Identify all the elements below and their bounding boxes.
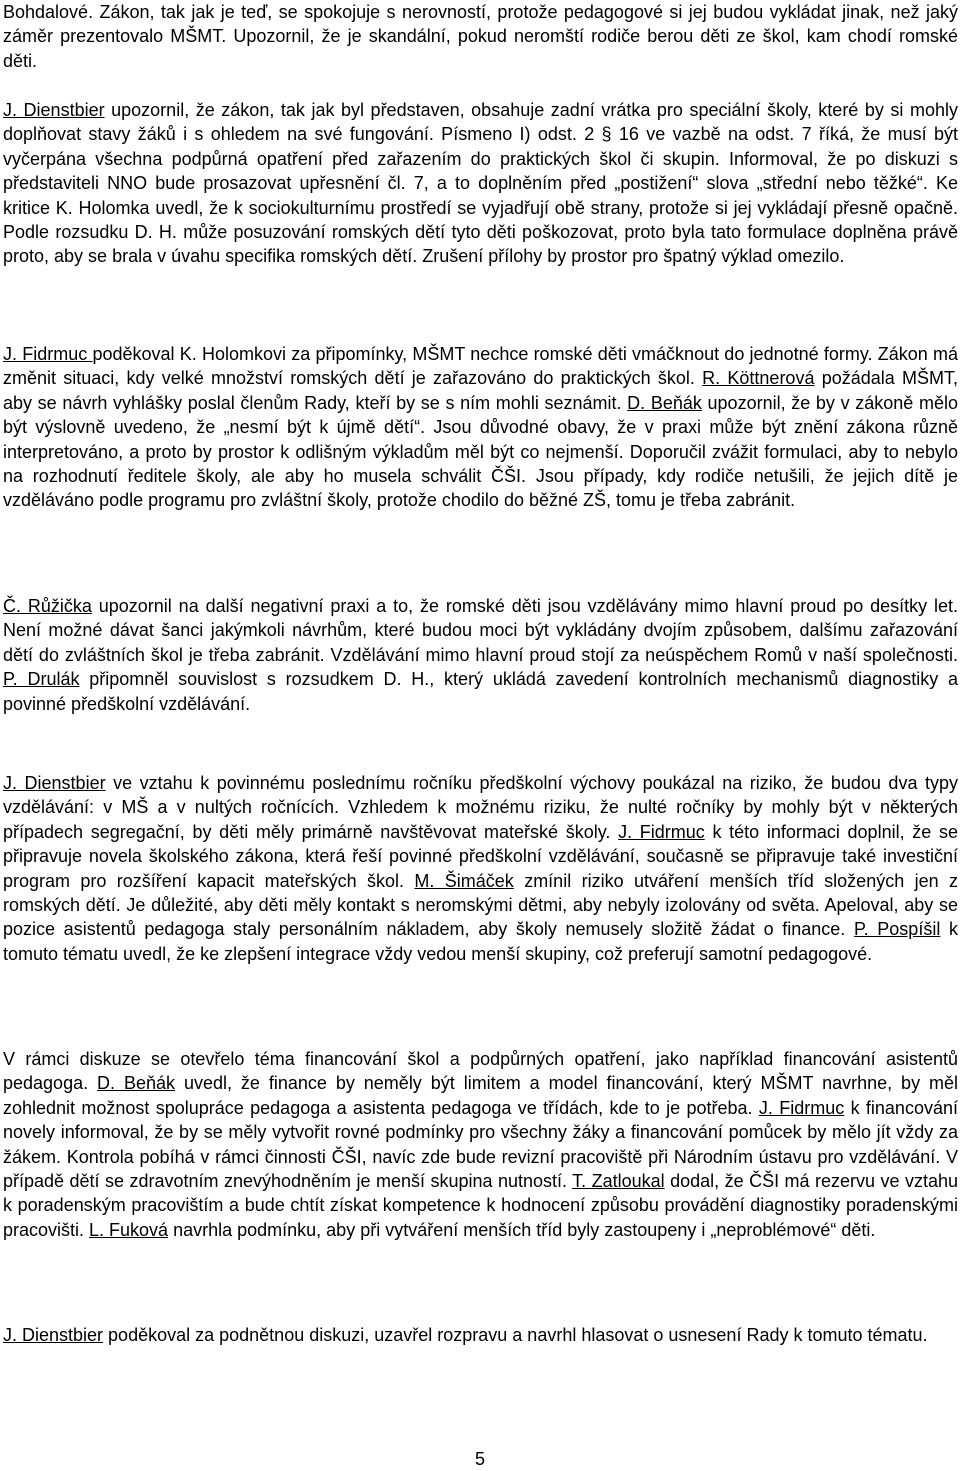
paragraph-text: poděkoval za podnětnou diskuzi, uzavřel rozpravu a navrhl hlasovat o usnesení Rady k tomuto tématu. bbox=[103, 1325, 928, 1345]
paragraph-6 bbox=[3, 1047, 958, 1242]
paragraph-4 bbox=[3, 594, 958, 716]
speaker-name: J. Dienstbier bbox=[3, 773, 106, 793]
speaker-name: L. Fuková bbox=[89, 1219, 169, 1240]
speaker-name: T. Zatloukal bbox=[572, 1171, 665, 1192]
paragraph-text: připomněl souvislost s rozsudkem D. H., který ukládá zavedení kontrolních mechanismů diagnostiky a povinné předškolní vzdělávání. bbox=[3, 669, 958, 714]
speaker-name: R. Köttnerová bbox=[702, 368, 815, 389]
paragraph-text: upozornil, že zákon, tak jak byl představen, obsahuje zadní vrátka pro speciální školy, které by si mohly doplňovat stavy žáků i s ohledem na své fungování. Písmeno I) odst. 2 § 16 ve vazbě na odst. 7 říká, že musí být vyčerpána všechna podpůrná opatření před zařazením do praktických škol či skupin. Informoval, že po diskuzi s představiteli NNO bude prosazovat upřesnění čl. 7, a to doplněním před „postižení“ slova „střední nebo těžké“. Ke kritice K. Holomka uvedl, že k sociokulturnímu prostředí se vyjadřují obě strany, protože si jej vykládají přesně opačně. Podle rozsudku D. H. může posuzování romských dětí tyto děti poškozovat, proto byla tato formulace doplněna právě proto, aby se brala v úvahu specifika romských dětí. Zrušení přílohy by prostor pro špatný výklad omezilo. bbox=[3, 100, 958, 267]
speaker-name: Č. Růžička bbox=[3, 596, 92, 616]
paragraph-text: zmínil riziko utváření menších tříd složených jen z romských dětí. Je důležité, aby děti měly kontakt s neromskými dětmi, aby nebyly izolovány od světa. Apeloval, aby se pozice asistentů pedagoga staly personálním nákladem, aby školy nemusely složitě žádat o finance. bbox=[3, 870, 958, 940]
paragraph-5 bbox=[3, 771, 958, 966]
paragraph-text: navrhla podmínku, aby při vytváření menších tříd byly zastoupeny i „neproblémové“ děti. bbox=[168, 1219, 876, 1240]
speaker-name: D. Beňák bbox=[627, 392, 702, 413]
paragraph-1 bbox=[3, 0, 958, 73]
paragraph-text: k této informaci doplnil, že se připravuje novela školského zákona, která řeší povinné předškolní vzdělávání, současně se připravuje také investiční program pro rozšíření kapacit mateřských škol. bbox=[3, 821, 958, 891]
speaker-name: J. Dienstbier bbox=[3, 100, 105, 120]
paragraph-text: uvedl, že finance by neměly být limitem a model financování, který MŠMT navrhne, by měl zohlednit možnost spolupráce pedagoga a asistenta pedagoga ve třídách, kde to je potřeba. bbox=[3, 1073, 959, 1118]
paragraph-text: poděkoval K. Holomkovi za připomínky, MŠMT nechce romské děti vmáčknout do jednotné formy. Zákon má změnit situaci, kdy velké množství romských dětí je zařazováno do praktických škol. bbox=[3, 344, 959, 389]
speaker-name: J. Fidrmuc bbox=[618, 821, 705, 842]
paragraph-3 bbox=[3, 342, 958, 513]
paragraph-text: V rámci diskuze se otevřelo téma financování škol a podpůrných opatření, jako například financování asistentů pedagoga. bbox=[3, 1049, 958, 1094]
paragraph-text: upozornil na další negativní praxi a to, že romské děti jsou vzdělávány mimo hlavní proud po desítky let. Není možné dávat šanci jakýmkoli návrhům, které budou moci být vykládány dvojím způsobem, dalšímu zařazování dětí do zvláštních škol je třeba zabránit. Vzdělávání mimo hlavní proud stojí za neúspěchem Romů v naší společnosti. bbox=[3, 596, 958, 665]
speaker-name: M. Šimáček bbox=[414, 870, 514, 891]
page-number: 5 bbox=[474, 1449, 485, 1469]
speaker-name: J. Fidrmuc bbox=[758, 1097, 845, 1118]
paragraph-text: upozornil, že by v zákoně mělo být výslovně uvedeno, že „nesmí být k újmě dětí“. Jsou důvodné obavy, že v praxi může být znění zákona různě interpretováno, a proto by prostor k odlišným výkladům měl být co nejmenší. Doporučil zvážit formulaci, aby to nebylo na rozhodnutí ředitele školy, ale aby ho musela schválit ČŠI. Jsou případy, kdy rodiče netušili, že jejich dítě je vzděláváno podle programu pro zvláštní školy, protože chodilo do běžné ZŠ, tomu je třeba zabránit. bbox=[3, 392, 958, 511]
speaker-name: D. Beňák bbox=[97, 1073, 176, 1094]
paragraph-7 bbox=[3, 1323, 958, 1347]
paragraph-text: k financování novely informoval, že by se měly vytvořit rovné podmínky pro všechny žáky a financování pomůcek by mělo jít vždy za žákem. Kontrola pobíhá v rámci činnosti ČŠI, navíc zde bude revizní pracoviště při Národním ústavu pro vzdělávání. V případě dětí se zdravotním znevýhodněním je menší skupina nutností. bbox=[3, 1097, 958, 1192]
paragraph-text: ve vztahu k povinnému poslednímu ročníku předškolní výchovy poukázal na riziko, že budou dva typy vzdělávání: v MŠ a v nultých ročnících. Vzhledem k možnému riziku, že nulté ročníky by mohly být v některých případech segregační, by děti měly primárně navštěvovat mateřské školy. bbox=[3, 773, 958, 842]
paragraph-2 bbox=[3, 98, 958, 269]
paragraph-text: dodal, že ČŠI má rezervu ve vztahu k poradenským pracovištím a bude chtít získat kompetence k hodnocení způsobu provádění diagnostiky poradenskými pracovišti. bbox=[3, 1171, 958, 1240]
speaker-name: J. Fidrmuc bbox=[3, 344, 93, 364]
speaker-name: P. Pospíšil bbox=[853, 919, 941, 940]
paragraph-text: k tomuto tématu uvedl, že ke zlepšení integrace vždy vedou menší skupiny, což preferují samotní pedagogové. bbox=[3, 919, 958, 964]
paragraph-text: požádala MŠMT, aby se návrh vyhlášky poslal členům Rady, kteří by se s ním mohli seznámit. bbox=[3, 368, 959, 413]
speaker-name: P. Drulák bbox=[3, 669, 80, 690]
paragraph-text: Bohdalové. Zákon, tak jak je teď, se spokojuje s nerovností, protože pedagogové si jej budou vykládat jinak, než jaký záměr prezentovalo MŠMT. Upozornil, že je skandální, pokud neromští rodiče berou děti ze škol, kam chodí romské děti. bbox=[3, 2, 958, 71]
speaker-name: J. Dienstbier bbox=[3, 1325, 104, 1345]
